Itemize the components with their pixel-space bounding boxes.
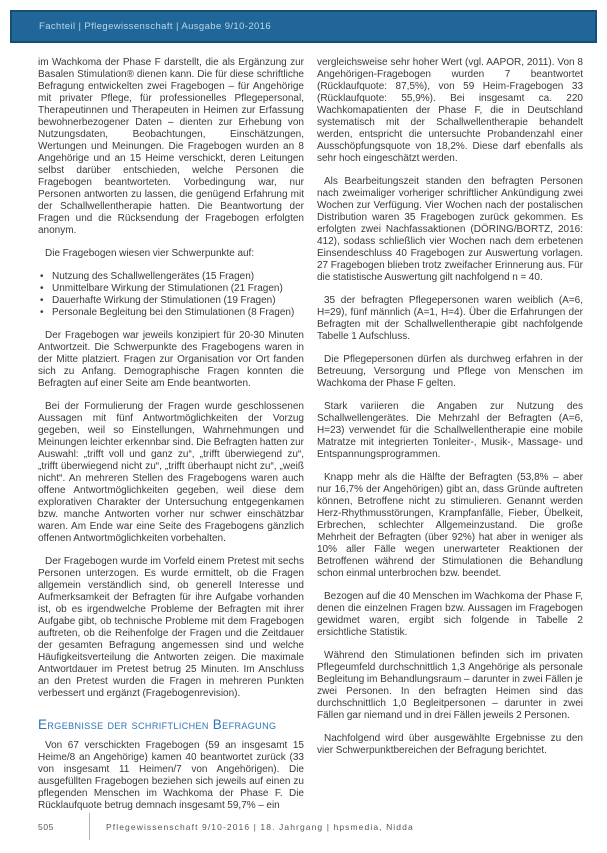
list-item: • Personale Begleitung bei den Stimulationen (8 Fragen) [38, 307, 304, 319]
paragraph: Bezogen auf die 40 Menschen im Wachkoma der Phase F, denen die einzelnen Fragen bzw. Aussagen im Fragebogen gewidmet waren, ergibt sich folgende in Tabelle 2 ersichtliche Statistik. [317, 591, 583, 638]
list-item: • Nutzung des Schallwellengerätes (15 Fragen) [38, 271, 304, 283]
paragraph: Während den Stimulationen befinden sich im privaten Pflegeumfeld durchschnittlich 1,3 Angehörige als personale Begleitung im Behandlungsraum – darunter in zwei Fällen je zwei Personen. In den befragten Heimen sind das durchschnittlich 1,0 Begleitpersonen – darunter in zwei Fällen gar niemand und in drei Fällen jeweils 2 Personen. [317, 650, 583, 721]
paragraph: Knapp mehr als die Hälfte der Befragten (53,8% – aber nur 16,7% der Angehörigen) gibt an, dass Gründe auftreten können, Betroffene nicht zu stimulieren. Genannt werden Herz-Rhythmusstörungen, Krampfanfälle, Fieber, Übelkeit, Erbrechen, schlechter Allgemeinzustand. Die große Mehrheit der Befragten (über 92%) hat aber in weniger als 10% aller Fälle wegen unerwarteter Reaktionen der Betroffenen während der Stimulationen die Behandlung schon einmal unterbrochen bzw. beendet. [317, 472, 583, 579]
list-item: • Dauerhafte Wirkung der Stimulationen (19 Fragen) [38, 295, 304, 307]
paragraph: Bei der Formulierung der Fragen wurde geschlossenen Aussagen mit fünf Antwortmöglichkeiten der Vorzug gegeben, weil so Einstellungen, Wahrnehmungen und Meinungen leichter erkennbar sind. Die Befragten hatten zur Auswahl: „trifft voll und ganz zu“, „trifft überwiegend zu“, „trifft überwiegend nicht zu“, „trifft überhaupt nicht zu“, „weiß nicht“. An mehreren Stellen des Fragebogens waren auch offene Antwortmöglichkeiten gegeben, weil diese dem explorativen Charakter der Untersuchung entgegenkamen bzw. manche Antworten vorher nur schwer einschätzbar waren. Am Ende war eine Seite des Fragebogens gänzlich offenen Antwortmöglichkeiten vorbehalten. [38, 401, 304, 544]
paragraph: 35 der befragten Pflegepersonen waren weiblich (A=6, H=29), fünf männlich (A=1, H=4). Über die Erfahrungen der Befragten mit der Schallwellentherapie gibt nachfolgende Tabelle 1 Aufschluss. [317, 295, 583, 342]
paragraph: Die Pflegepersonen dürfen als durchweg erfahren in der Betreuung, Versorgung und Pflege von Menschen im Wachkoma der Phase F gelten. [317, 354, 583, 389]
paragraph-continuation: vergleichsweise sehr hoher Wert (vgl. AAPOR, 2011). Von 8 Angehörigen-Fragebogen wurden 7 beantwortet (Rücklaufquote: 87,5%), von 59 Heim-Fragebogen 33 (Rücklaufquote: 55,9%). Bei insgesamt ca. 220 Wachkomapatienten der Phase F, die in Deutschland systematisch mit der Schallwellentherapie behandelt werden, entspricht die untersuchte Probandenzahl einer Ausschöpfungsquote von 18,2%. Diese darf ebenfalls als sehr hoch eingeschätzt werden. [317, 57, 583, 164]
page-footer [38, 813, 414, 840]
section-heading-ergebnisse: Ergebnisse der schriftlichen Befragung [38, 717, 277, 732]
page-number: 505 [38, 821, 54, 832]
right-column [317, 57, 583, 812]
list-intro: Die Fragebogen wiesen vier Schwerpunkte auf: [45, 248, 255, 259]
header-bar [10, 10, 597, 43]
paragraph: Der Fragebogen wurde im Vorfeld einem Pretest mit sechs Personen unterzogen. Es wurde ermittelt, ob die Fragen allgemein verständlich sind, ob generell Interesse und Aufmerksamkeit der Befragten für ihre Aufgabe vorhanden ist, ob es irgendwelche Probleme der Befragten mit ihrer Aufgabe gibt, ob technische Probleme mit dem Fragebogen auftreten, ob die Reihenfolge der Fragen und die Zeitdauer der gesamten Befragung angemessen sind und welche Häufigkeitsverteilung die Antworten zeigen. Die maximale Antwortdauer im Pretest betrug 25 Minuten. Im Anschluss an den Pretest wurden die Fragen in mehreren Punkten verbessert und ergänzt (Fragebogenrevision). [38, 556, 304, 699]
list-item: • Unmittelbare Wirkung der Stimulationen (21 Fragen) [38, 283, 304, 295]
header-breadcrumb: Fachteil | Pflegewissenschaft | Ausgabe 9/10-2016 [39, 21, 272, 32]
left-column [38, 57, 304, 812]
paragraph: Nachfolgend wird über ausgewählte Ergebnisse zu den vier Schwerpunktbereichen der Befragung berichtet. [317, 733, 583, 756]
paragraph: Der Fragebogen war jeweils konzipiert für 20-30 Minuten Antwortzeit. Die Schwerpunkte des Fragebogens waren in der Mitte platziert. Fragen zur Organisation vor Ort fanden sich zu Anfang. Demographische Fragen konnten die Befragten auf einer Seite am Ende beantworten. [38, 330, 304, 389]
paragraph: Als Bearbeitungszeit standen den befragten Personen nach zweimaliger vorheriger schriftlicher Ankündigung zwei Wochen zur Verfügung. Vier Wochen nach der postalischen Distribution waren 35 Fragebogen zurück gekommen. Es erfolgten zwei Nachfassaktionen (DÖRING/BORTZ, 2016: 412), sodass schließlich vier Wochen nach dem erbetenen Einsendeschluss 40 Fragebogen zur Auswertung vorlagen. 27 Fragebogen blieben trotz zweifacher Erinnerung aus. Für die statistische Auswertung gilt nachfolgend n = 40. [317, 176, 583, 283]
paragraph-continuation: im Wachkoma der Phase F darstellt, die als Ergänzung zur Basalen Stimulation® dienen kann. Die für diese schriftliche Befragung entwickelten zwei Fragebogen – für Angehörige mit privater Pflege, für professionelles Pflegepersonal, Therapeutinnen und Therapeuten in Heimen zur Erfassung bewohnerbezogener Daten – dienten zur Erhebung von Nutzungsdaten, Beobachtungen, Einschätzungen, Wertungen und Meinungen. Die Fragebogen wurden an 8 Angehörige und an 15 Heime verschickt, deren Leitungen selbst darüber entschieden, welche Personen die Fragebogen beantworteten. Vorbedingung war, nur Personen antworten zu lassen, die genügend Erfahrung mit der Schallwellentherapie hatten. Die Beantwortung der Fragen und die Rücksendung der Fragebogen erfolgten anonym. [38, 57, 304, 236]
paragraph: Von 67 verschickten Fragebogen (59 an insgesamt 15 Heime/8 an Angehörige) kamen 40 beantwortet zurück (33 von insgesamt 11 Heimen/7 von Angehörigen). Die ausgefüllten Fragebogen beziehen sich jeweils auf einen zu pflegenden Menschen im Wachkoma der Phase F. Die Rücklaufquote betrug demnach insgesamt 59,7% – ein [38, 740, 304, 811]
article-body [38, 57, 583, 812]
journal-info: Pflegewissenschaft 9/10-2016 | 18. Jahrgang | hpsmedia, Nidda [106, 821, 414, 832]
paragraph: Stark variieren die Angaben zur Nutzung des Schallwellengerätes. Die Mehrzahl der Befragten (A=6, H=23) verwendet für die Schallwellentherapie eine mobile Matratze mit integrierten Tonleiter-, Musik-, Massage- und Entspannungsprogrammen. [317, 401, 583, 460]
footer-divider [89, 813, 90, 840]
focus-points-list [38, 271, 304, 319]
